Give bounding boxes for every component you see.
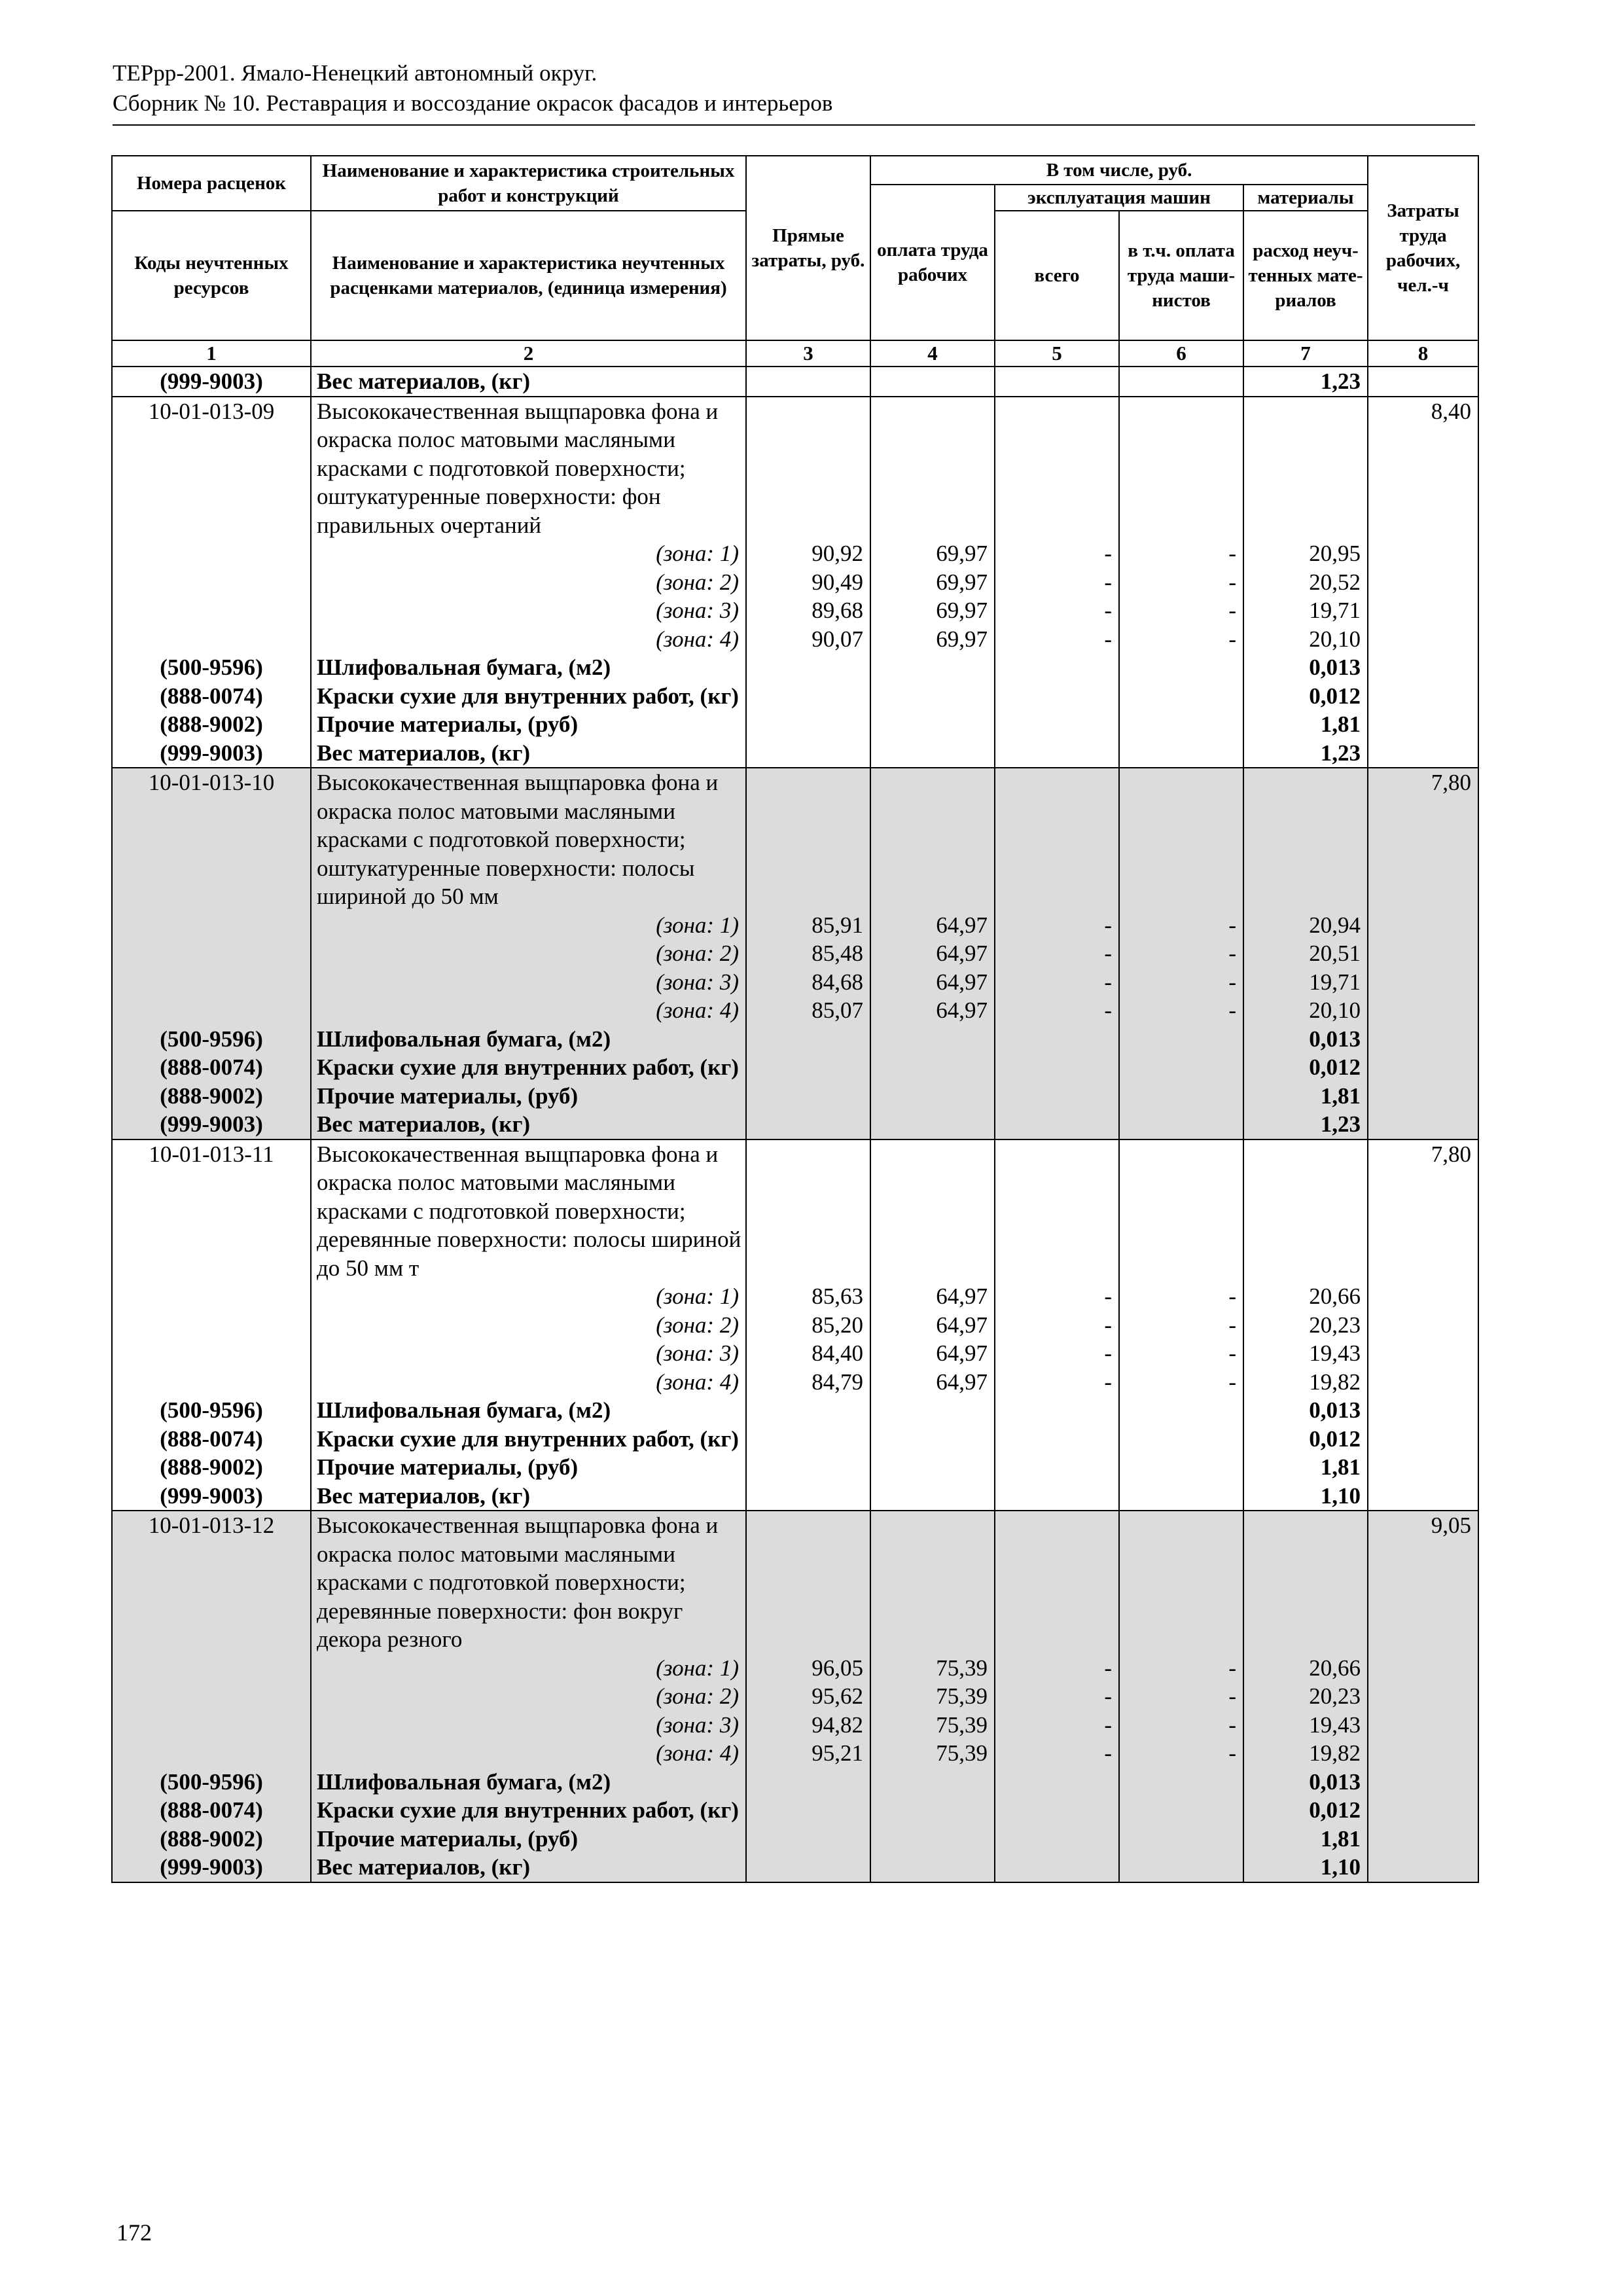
resource-code: (888-9002) — [112, 1082, 311, 1111]
machine-total: - — [995, 1682, 1119, 1711]
zone-label: (зона: 3) — [311, 1711, 746, 1740]
resource-code: (888-9002) — [112, 710, 311, 739]
zone-row — [112, 968, 1478, 997]
zone-label: (зона: 1) — [311, 1282, 746, 1311]
materials-cost: 20,51 — [1243, 939, 1368, 968]
direct-costs: 85,07 — [746, 996, 870, 1025]
header-labor-hours: Затраты труда рабочих, чел.-ч — [1368, 156, 1478, 340]
machine-total: - — [995, 1339, 1119, 1368]
resource-name: Прочие материалы, (руб) — [311, 1453, 746, 1482]
column-number: 5 — [995, 340, 1119, 367]
zone-label: (зона: 1) — [311, 539, 746, 568]
rate-code: 10-01-013-10 — [112, 768, 311, 911]
zone-row — [112, 1739, 1478, 1768]
zone-row — [112, 625, 1478, 654]
zone-row — [112, 1282, 1478, 1311]
machine-total: - — [995, 968, 1119, 997]
resource-row — [112, 1453, 1478, 1482]
header-machine-operation: эксплуатация машин — [995, 185, 1243, 211]
page-number: 172 — [116, 2219, 152, 2246]
materials-cost: 20,95 — [1243, 539, 1368, 568]
resource-name: Вес материалов, (кг) — [311, 1110, 746, 1139]
worker-wages: 75,39 — [870, 1682, 995, 1711]
direct-costs: 95,21 — [746, 1739, 870, 1768]
worker-wages: 75,39 — [870, 1654, 995, 1683]
zone-row — [112, 596, 1478, 625]
machinist-wages: - — [1119, 1282, 1243, 1311]
machinist-wages: - — [1119, 911, 1243, 940]
resource-name: Вес материалов, (кг) — [311, 739, 746, 768]
resource-row — [112, 1082, 1478, 1111]
resource-row — [112, 739, 1478, 768]
header-work-name: Наименование и характеристика строительных работ и конструкций — [311, 156, 746, 211]
zone-label: (зона: 4) — [311, 996, 746, 1025]
labor-hours: 7,80 — [1368, 1139, 1478, 1283]
resource-value: 0,013 — [1243, 1768, 1368, 1797]
rate-description: Высококачественная выщпаровка фона и окраска полос матовыми масляными красками с подготовкой поверхности; деревянные поверхности: фон вокруг декора резного — [311, 1511, 746, 1654]
resource-code: (888-0074) — [112, 682, 311, 711]
column-number: 7 — [1243, 340, 1368, 367]
resource-value: 0,013 — [1243, 1025, 1368, 1054]
resource-code: (999-9003) — [112, 367, 311, 397]
zone-label: (зона: 2) — [311, 1311, 746, 1340]
resource-value: 0,012 — [1243, 1796, 1368, 1825]
materials-cost: 20,23 — [1243, 1311, 1368, 1340]
machinist-wages: - — [1119, 1368, 1243, 1397]
resource-name: Прочие материалы, (руб) — [311, 710, 746, 739]
worker-wages: 64,97 — [870, 911, 995, 940]
resource-row — [112, 1053, 1478, 1082]
materials-cost: 20,23 — [1243, 1682, 1368, 1711]
materials-cost: 19,82 — [1243, 1739, 1368, 1768]
resource-name: Краски сухие для внутренних работ, (кг) — [311, 1053, 746, 1082]
resource-value: 0,012 — [1243, 1053, 1368, 1082]
column-number: 2 — [311, 340, 746, 367]
resource-row — [112, 1796, 1478, 1825]
resource-name: Прочие материалы, (руб) — [311, 1082, 746, 1111]
table-row — [112, 367, 1478, 397]
rate-code: 10-01-013-11 — [112, 1139, 311, 1283]
zone-label: (зона: 1) — [311, 911, 746, 940]
column-number: 8 — [1368, 340, 1478, 367]
zone-row — [112, 1654, 1478, 1683]
labor-hours: 8,40 — [1368, 397, 1478, 540]
machine-total: - — [995, 596, 1119, 625]
worker-wages: 69,97 — [870, 596, 995, 625]
resource-value: 0,012 — [1243, 682, 1368, 711]
resource-code: (888-0074) — [112, 1425, 311, 1454]
worker-wages: 69,97 — [870, 625, 995, 654]
worker-wages: 64,97 — [870, 939, 995, 968]
resource-row — [112, 1482, 1478, 1511]
resource-value: 1,23 — [1243, 367, 1368, 397]
header-material-consumption: расход неуч-тенных мате-риалов — [1243, 211, 1368, 340]
resource-value: 1,81 — [1243, 710, 1368, 739]
machine-total: - — [995, 1654, 1119, 1683]
materials-cost: 19,71 — [1243, 596, 1368, 625]
resource-code: (888-9002) — [112, 1453, 311, 1482]
worker-wages: 75,39 — [870, 1739, 995, 1768]
resource-name: Вес материалов, (кг) — [311, 1482, 746, 1511]
column-number: 1 — [112, 340, 311, 367]
machinist-wages: - — [1119, 1682, 1243, 1711]
direct-costs: 84,79 — [746, 1368, 870, 1397]
worker-wages: 75,39 — [870, 1711, 995, 1740]
table-header — [112, 156, 1478, 367]
header-worker-wages: оплата труда рабочих — [870, 185, 995, 340]
machinist-wages: - — [1119, 996, 1243, 1025]
resource-value: 1,81 — [1243, 1082, 1368, 1111]
materials-cost: 19,71 — [1243, 968, 1368, 997]
machinist-wages: - — [1119, 939, 1243, 968]
header-title-line-1: ТЕРрр-2001. Ямало-Ненецкий автономный округ. — [113, 60, 597, 86]
header-machinist-wages: в т.ч. оплата труда маши-нистов — [1119, 211, 1243, 340]
rate-description: Высококачественная выщпаровка фона и окраска полос матовыми масляными красками с подготовкой поверхности; деревянные поверхности: полосы шириной до 50 мм т — [311, 1139, 746, 1283]
worker-wages: 69,97 — [870, 539, 995, 568]
resource-name: Шлифовальная бумага, (м2) — [311, 1768, 746, 1797]
resource-row — [112, 682, 1478, 711]
machine-total: - — [995, 939, 1119, 968]
worker-wages: 64,97 — [870, 1282, 995, 1311]
labor-hours: 7,80 — [1368, 768, 1478, 911]
rate-code: 10-01-013-12 — [112, 1511, 311, 1654]
header-material-name: Наименование и характеристика неучтенных расценками материалов, (единица измерения) — [311, 211, 746, 340]
zone-label: (зона: 2) — [311, 1682, 746, 1711]
direct-costs: 85,91 — [746, 911, 870, 940]
resource-row — [112, 1110, 1478, 1139]
resource-row — [112, 710, 1478, 739]
rate-description-row — [112, 1511, 1478, 1654]
resource-row — [112, 1025, 1478, 1054]
resource-value: 1,23 — [1243, 1110, 1368, 1139]
resource-name: Вес материалов, (кг) — [311, 1853, 746, 1882]
rate-description-row — [112, 1139, 1478, 1283]
machinist-wages: - — [1119, 1339, 1243, 1368]
column-number: 6 — [1119, 340, 1243, 367]
direct-costs: 90,92 — [746, 539, 870, 568]
header-resource-codes: Коды неучтенных ресурсов — [112, 211, 311, 340]
machinist-wages: - — [1119, 539, 1243, 568]
header-including: В том числе, руб. — [870, 156, 1368, 185]
zone-row — [112, 568, 1478, 597]
zone-label: (зона: 4) — [311, 1368, 746, 1397]
machinist-wages: - — [1119, 968, 1243, 997]
machinist-wages: - — [1119, 568, 1243, 597]
header-materials: материалы — [1243, 185, 1368, 211]
header-rate-numbers: Номера расценок — [112, 156, 311, 211]
resource-value: 0,013 — [1243, 653, 1368, 682]
direct-costs: 85,48 — [746, 939, 870, 968]
materials-cost: 20,66 — [1243, 1282, 1368, 1311]
zone-label: (зона: 4) — [311, 1739, 746, 1768]
zone-label: (зона: 1) — [311, 1654, 746, 1683]
labor-hours: 9,05 — [1368, 1511, 1478, 1654]
direct-costs: 96,05 — [746, 1654, 870, 1683]
zone-label: (зона: 3) — [311, 596, 746, 625]
machinist-wages: - — [1119, 1311, 1243, 1340]
zone-label: (зона: 3) — [311, 968, 746, 997]
worker-wages: 69,97 — [870, 568, 995, 597]
zone-label: (зона: 2) — [311, 939, 746, 968]
resource-row — [112, 653, 1478, 682]
direct-costs: 94,82 — [746, 1711, 870, 1740]
resource-name: Краски сухие для внутренних работ, (кг) — [311, 682, 746, 711]
machine-total: - — [995, 1711, 1119, 1740]
direct-costs: 95,62 — [746, 1682, 870, 1711]
resource-code: (500-9596) — [112, 1396, 311, 1425]
direct-costs: 84,40 — [746, 1339, 870, 1368]
resource-code: (500-9596) — [112, 1768, 311, 1797]
header-title-line-2: Сборник № 10. Реставрация и воссоздание окрасок фасадов и интерьеров — [113, 90, 833, 116]
materials-cost: 19,43 — [1243, 1339, 1368, 1368]
resource-row — [112, 1825, 1478, 1854]
resource-row — [112, 1853, 1478, 1882]
worker-wages: 64,97 — [870, 996, 995, 1025]
resource-code: (888-9002) — [112, 1825, 311, 1854]
price-table — [111, 155, 1479, 1883]
resource-name: Краски сухие для внутренних работ, (кг) — [311, 1425, 746, 1454]
worker-wages: 64,97 — [870, 968, 995, 997]
machine-total: - — [995, 568, 1119, 597]
header-rule — [113, 124, 1475, 126]
machinist-wages: - — [1119, 1739, 1243, 1768]
zone-label: (зона: 2) — [311, 568, 746, 597]
resource-value: 1,10 — [1243, 1482, 1368, 1511]
resource-value: 0,013 — [1243, 1396, 1368, 1425]
table-body — [112, 367, 1478, 1882]
machinist-wages: - — [1119, 1711, 1243, 1740]
machinist-wages: - — [1119, 596, 1243, 625]
resource-name: Шлифовальная бумага, (м2) — [311, 653, 746, 682]
zone-label: (зона: 3) — [311, 1339, 746, 1368]
zone-row — [112, 1368, 1478, 1397]
column-number: 3 — [746, 340, 870, 367]
rate-description-row — [112, 768, 1478, 911]
direct-costs: 90,07 — [746, 625, 870, 654]
resource-value: 1,81 — [1243, 1453, 1368, 1482]
direct-costs: 90,49 — [746, 568, 870, 597]
direct-costs: 89,68 — [746, 596, 870, 625]
resource-row — [112, 1396, 1478, 1425]
zone-row — [112, 996, 1478, 1025]
materials-cost: 20,94 — [1243, 911, 1368, 940]
worker-wages: 64,97 — [870, 1339, 995, 1368]
machine-total: - — [995, 539, 1119, 568]
resource-code: (999-9003) — [112, 1110, 311, 1139]
resource-value: 1,23 — [1243, 739, 1368, 768]
resource-value: 1,81 — [1243, 1825, 1368, 1854]
resource-name: Шлифовальная бумага, (м2) — [311, 1025, 746, 1054]
zone-row — [112, 1711, 1478, 1740]
resource-name: Вес материалов, (кг) — [311, 367, 746, 397]
resource-value: 0,012 — [1243, 1425, 1368, 1454]
zone-row — [112, 1339, 1478, 1368]
materials-cost: 20,10 — [1243, 625, 1368, 654]
machine-total: - — [995, 1311, 1119, 1340]
materials-cost: 20,52 — [1243, 568, 1368, 597]
materials-cost: 20,66 — [1243, 1654, 1368, 1683]
machine-total: - — [995, 625, 1119, 654]
worker-wages: 64,97 — [870, 1311, 995, 1340]
machinist-wages: - — [1119, 625, 1243, 654]
resource-name: Прочие материалы, (руб) — [311, 1825, 746, 1854]
zone-row — [112, 1311, 1478, 1340]
direct-costs: 84,68 — [746, 968, 870, 997]
header-direct-costs: Прямые затраты, руб. — [746, 156, 870, 340]
zone-row — [112, 911, 1478, 940]
machine-total: - — [995, 996, 1119, 1025]
worker-wages: 64,97 — [870, 1368, 995, 1397]
rate-code: 10-01-013-09 — [112, 397, 311, 540]
machinist-wages: - — [1119, 1654, 1243, 1683]
header-machine-total: всего — [995, 211, 1119, 340]
zone-row — [112, 1682, 1478, 1711]
resource-name: Шлифовальная бумага, (м2) — [311, 1396, 746, 1425]
machine-total: - — [995, 911, 1119, 940]
machine-total: - — [995, 1282, 1119, 1311]
resource-code: (500-9596) — [112, 653, 311, 682]
resource-row — [112, 1768, 1478, 1797]
materials-cost: 20,10 — [1243, 996, 1368, 1025]
resource-code: (500-9596) — [112, 1025, 311, 1054]
materials-cost: 19,82 — [1243, 1368, 1368, 1397]
direct-costs: 85,20 — [746, 1311, 870, 1340]
zone-label: (зона: 4) — [311, 625, 746, 654]
rate-description-row — [112, 397, 1478, 540]
resource-value: 1,10 — [1243, 1853, 1368, 1882]
resource-code: (888-0074) — [112, 1053, 311, 1082]
direct-costs: 85,63 — [746, 1282, 870, 1311]
resource-code: (999-9003) — [112, 739, 311, 768]
rate-description: Высококачественная выщпаровка фона и окраска полос матовыми масляными красками с подготовкой поверхности; оштукатуренные поверхности: полосы шириной до 50 мм — [311, 768, 746, 911]
resource-name: Краски сухие для внутренних работ, (кг) — [311, 1796, 746, 1825]
zone-row — [112, 939, 1478, 968]
machine-total: - — [995, 1368, 1119, 1397]
resource-code: (999-9003) — [112, 1482, 311, 1511]
rate-description: Высококачественная выщпаровка фона и окраска полос матовыми масляными красками с подготовкой поверхности; оштукатуренные поверхности: фон правильных очертаний — [311, 397, 746, 540]
resource-code: (999-9003) — [112, 1853, 311, 1882]
zone-row — [112, 539, 1478, 568]
resource-row — [112, 1425, 1478, 1454]
column-number: 4 — [870, 340, 995, 367]
machine-total: - — [995, 1739, 1119, 1768]
resource-code: (888-0074) — [112, 1796, 311, 1825]
materials-cost: 19,43 — [1243, 1711, 1368, 1740]
